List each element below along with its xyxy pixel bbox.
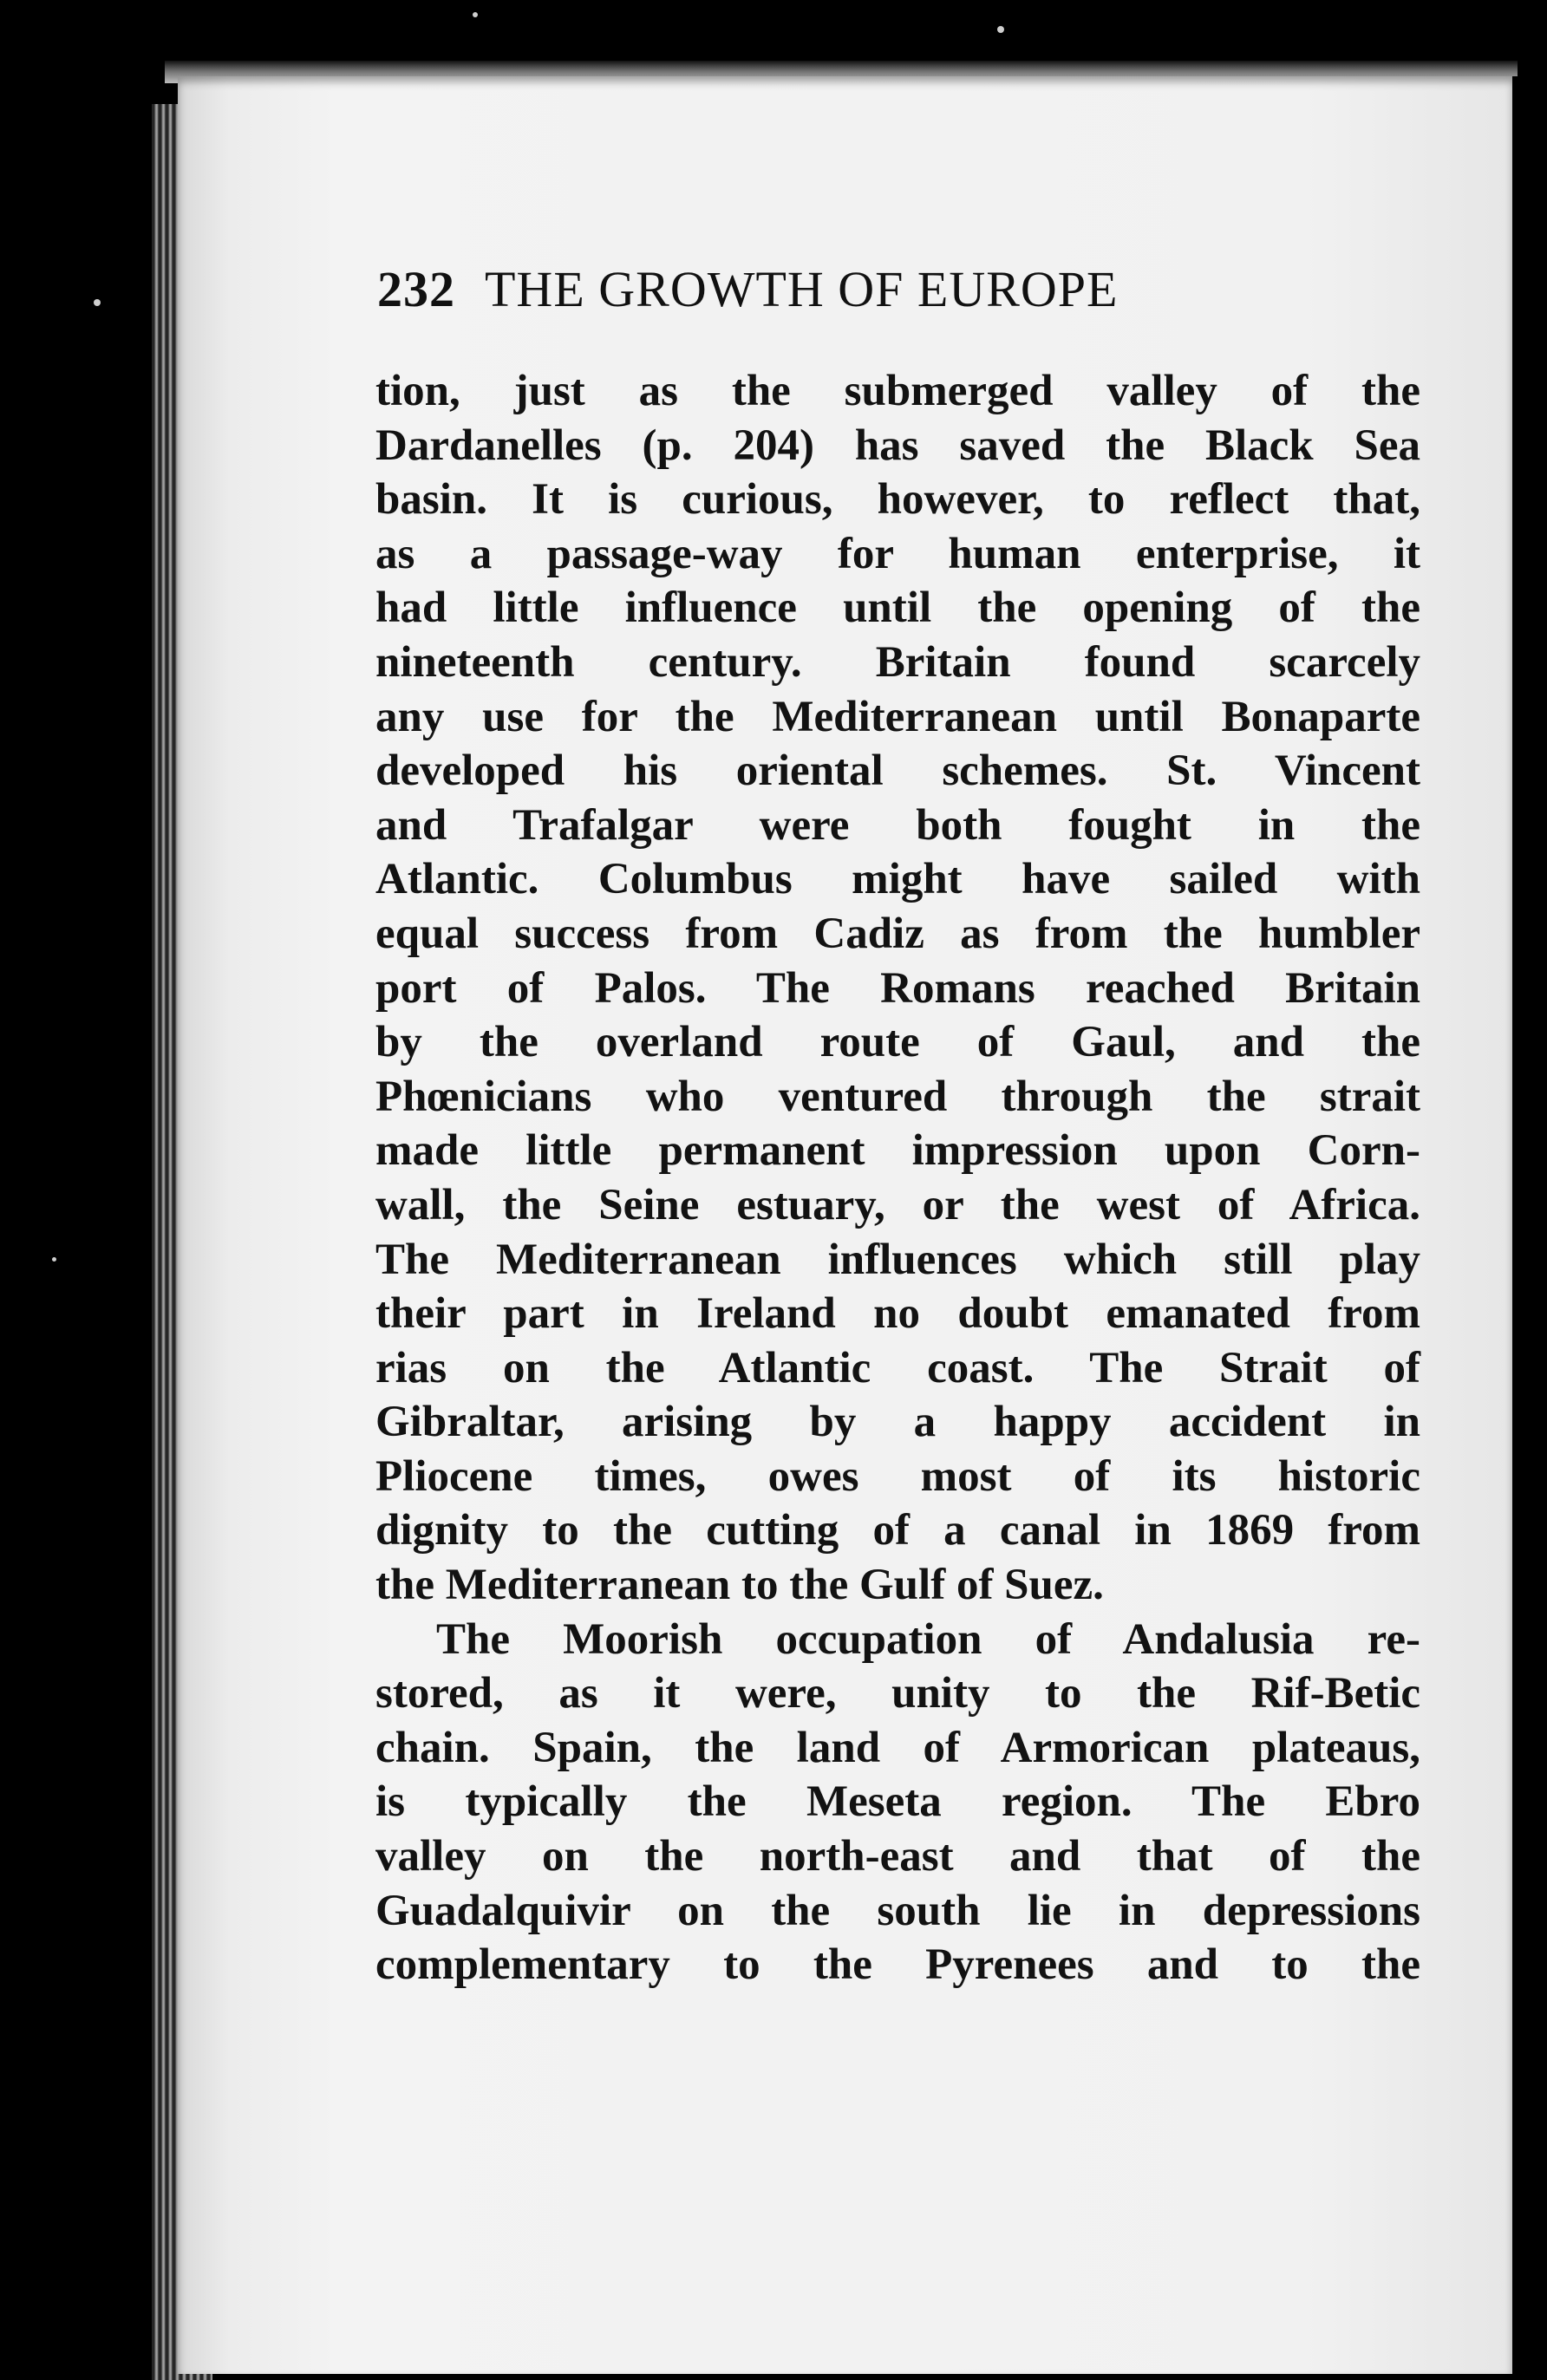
text-line: and Trafalgar were both fought in the (375, 800, 1420, 850)
text-line: valley on the north-east and that of the (375, 1832, 1420, 1881)
text-line: The Mediterranean influences which still play (375, 1235, 1420, 1284)
text-line: Gibraltar, arising by a happy accident in (375, 1398, 1420, 1447)
text-line: nineteenth century. Britain found scarcely (375, 637, 1420, 687)
text-line: tion, just as the submerged valley of the (375, 367, 1420, 415)
text-line: the Mediterranean to the Gulf of Suez. (375, 1561, 1104, 1610)
text-line: Dardanelles (p. 204) has saved the Black Sea (375, 421, 1420, 470)
scan-speck (473, 12, 478, 17)
text-line: Pliocene times, owes most of its historic (375, 1451, 1420, 1501)
running-title: THE GROWTH OF EUROPE (485, 261, 1119, 317)
text-line: Atlantic. Columbus might have sailed with (375, 855, 1420, 904)
text-line: stored, as it were, unity to the Rif-Betic (375, 1669, 1420, 1718)
text-line: their part in Ireland no doubt emanated from (375, 1289, 1420, 1339)
text-line: Phœnicians who ventured through the strait (375, 1072, 1420, 1121)
text-line: equal success from Cadiz as from the humbler (375, 909, 1420, 958)
text-line: developed his oriental schemes. St. Vincent (375, 747, 1420, 796)
text-line: is typically the Meseta region. The Ebro (375, 1777, 1420, 1827)
text-line: had little influence until the opening of the (375, 584, 1420, 633)
scan-speck (52, 1257, 56, 1262)
text-line: any use for the Mediterranean until Bonaparte (375, 692, 1420, 741)
text-line: port of Palos. The Romans reached Britain (375, 963, 1420, 1013)
scan-speck (997, 26, 1004, 33)
text-line: made little permanent impression upon Corn- (375, 1126, 1420, 1176)
scan-border-right (1512, 76, 1547, 2380)
body-text (375, 364, 1420, 1992)
text-line: chain. Spain, the land of Armorican plateaus, (375, 1723, 1420, 1772)
text-line: by the overland route of Gaul, and the (375, 1018, 1420, 1067)
text-line: as a passage-way for human enterprise, it (375, 529, 1420, 578)
text-line: The Moorish occupation of Andalusia re- (436, 1614, 1420, 1664)
page-number: 232 (377, 261, 455, 317)
text-line: wall, the Seine estuary, or the west of Africa. (375, 1180, 1420, 1229)
text-line: Guadalquivir on the south lie in depressions (375, 1886, 1420, 1935)
text-line: complementary to the Pyrenees and to the (375, 1940, 1420, 1990)
scan-speck (94, 299, 101, 306)
running-header (377, 260, 1331, 329)
text-line: dignity to the cutting of a canal in 1869 from (375, 1506, 1420, 1555)
text-line: rias on the Atlantic coast. The Strait of (375, 1343, 1420, 1392)
text-line: basin. It is curious, however, to reflect that, (375, 475, 1420, 525)
